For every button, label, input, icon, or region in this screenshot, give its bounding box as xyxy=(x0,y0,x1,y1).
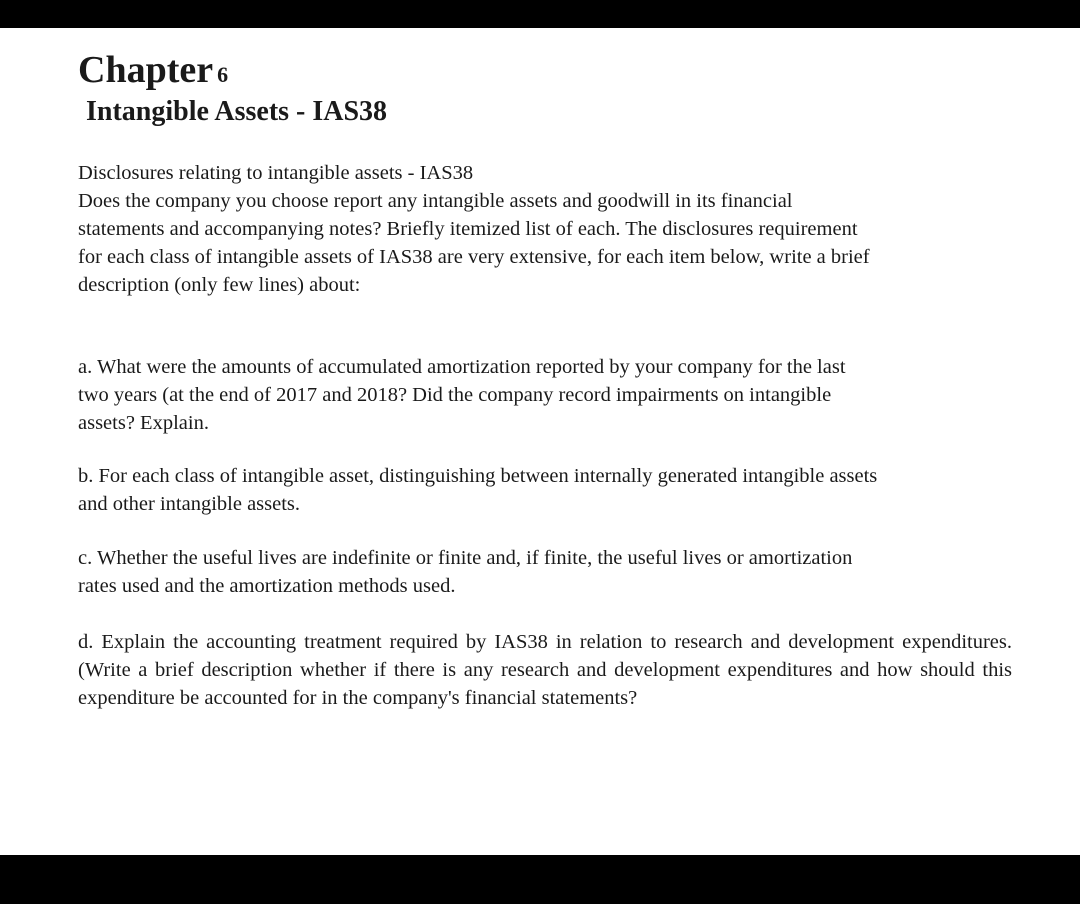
question-c-line: c. Whether the useful lives are indefinite or finite and, if finite, the useful lives or amortization xyxy=(78,547,853,569)
chapter-heading xyxy=(78,51,228,89)
question-a xyxy=(78,353,1012,437)
question-d: d. Explain the accounting treatment required by IAS38 in relation to research and development expenditures. (Write a brief description whether if there is any research and development expenditures and how should this expenditure be accounted for in the company's financial statements? xyxy=(78,631,1012,709)
intro-paragraph xyxy=(78,159,1012,299)
question-b xyxy=(78,462,1012,518)
intro-line: Does the company you choose report any intangible assets and goodwill in its financial xyxy=(78,190,793,212)
question-c xyxy=(78,544,1012,600)
question-b-line: and other intangible assets. xyxy=(78,493,301,515)
chapter-label: Chapter xyxy=(78,49,214,91)
intro-title: Disclosures relating to intangible assets - IAS38 xyxy=(78,162,474,184)
intro-line: for each class of intangible assets of IAS38 are very extensive, for each item below, write a brief xyxy=(78,246,870,268)
question-c-line: rates used and the amortization methods used. xyxy=(78,575,456,597)
chapter-subtitle: Intangible Assets - IAS38 xyxy=(86,96,388,127)
intro-line: description (only few lines) about: xyxy=(78,274,361,296)
intro-line: statements and accompanying notes? Briefly itemized list of each. The disclosures requirement xyxy=(78,218,858,240)
chapter-number: 6 xyxy=(217,62,229,87)
question-a-line: two years (at the end of 2017 and 2018? Did the company record impairments on intangible xyxy=(78,384,832,406)
question-a-line: a. What were the amounts of accumulated amortization reported by your company for the last xyxy=(78,356,846,378)
document-page xyxy=(0,28,1080,855)
question-a-line: assets? Explain. xyxy=(78,412,209,434)
question-b-line: b. For each class of intangible asset, distinguishing between internally generated intangible assets xyxy=(78,465,878,487)
